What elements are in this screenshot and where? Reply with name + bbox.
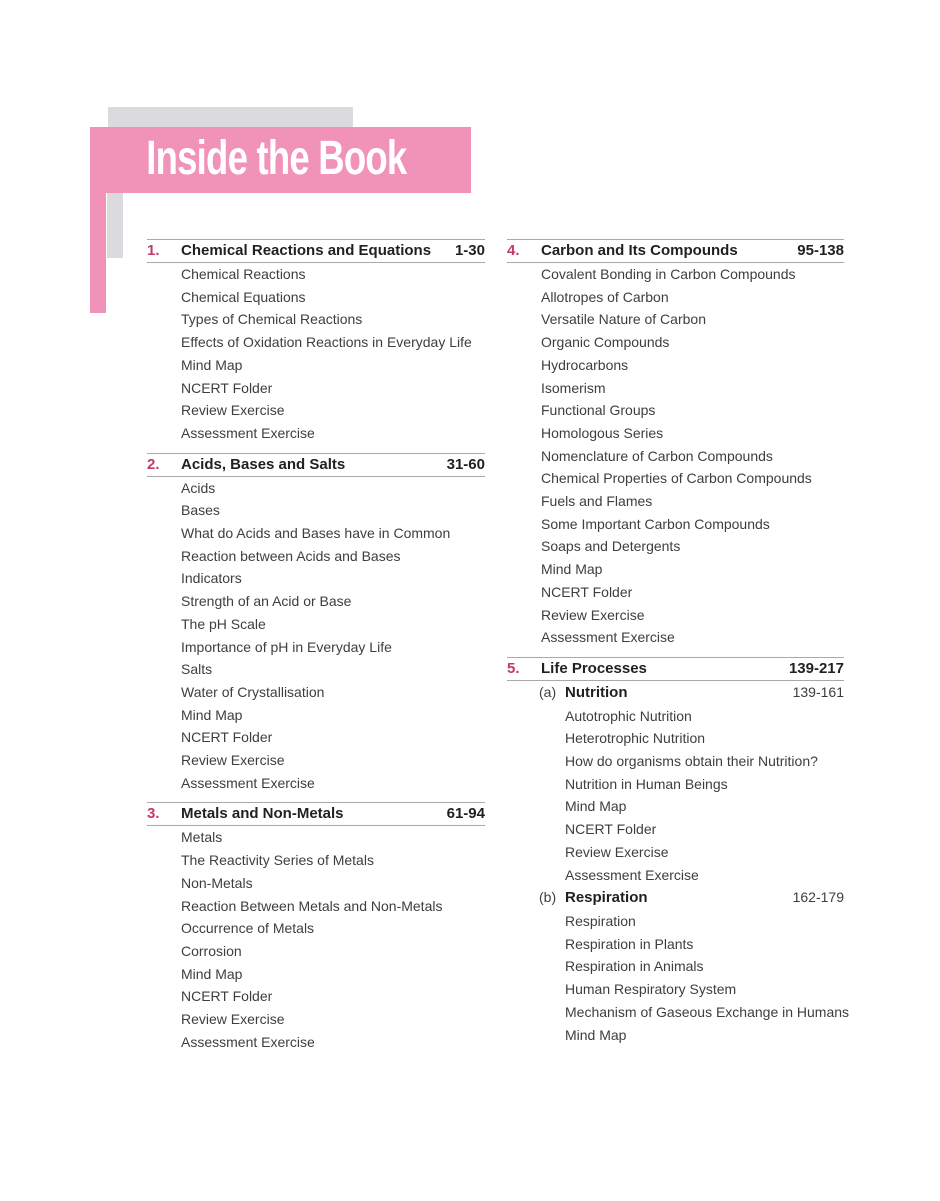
banner <box>90 127 471 193</box>
chapter-number: 3. <box>147 805 160 823</box>
toc-item: Review Exercise <box>565 843 669 860</box>
toc-item: Non-Metals <box>181 874 253 891</box>
toc-item: Review Exercise <box>181 1011 285 1028</box>
toc-item: Fuels and Flames <box>541 493 653 510</box>
chapter-number: 1. <box>147 242 160 259</box>
toc-item: Autotrophic Nutrition <box>565 707 692 724</box>
chapter-section-4 <box>507 239 844 649</box>
toc-item: Respiration in Plants <box>565 935 694 952</box>
chapter-pages: 1-30 <box>454 242 485 259</box>
chapter-pages: 31-60 <box>446 455 485 473</box>
chapter-section-3 <box>147 802 485 1053</box>
chapter-items <box>147 826 485 1053</box>
toc-item: Mind Map <box>181 965 243 982</box>
chapter-header <box>147 802 485 826</box>
chapter-section-2 <box>147 453 485 795</box>
subsection-items <box>507 705 844 887</box>
toc-item: Review Exercise <box>541 606 645 623</box>
subsection-label: (a) <box>539 683 557 700</box>
chapter-title: Acids, Bases and Salts <box>181 455 346 473</box>
toc-item: Organic Compounds <box>541 334 670 351</box>
toc-item: Effects of Oxidation Reactions in Everyday Life <box>181 334 472 351</box>
toc-item: Review Exercise <box>181 752 285 769</box>
toc-item: NCERT Folder <box>565 821 657 838</box>
toc-item: Assessment Exercise <box>181 774 315 791</box>
toc-item: Isomerism <box>541 379 606 396</box>
chapter-pages: 95-138 <box>797 242 844 259</box>
toc-item: Respiration <box>565 912 636 929</box>
toc-item: Assessment Exercise <box>565 866 699 883</box>
chapter-header <box>507 239 844 263</box>
toc-item: Nutrition in Human Beings <box>565 775 728 792</box>
banner-pink-strip <box>90 193 106 313</box>
toc-item: Chemical Reactions <box>181 266 306 282</box>
toc-item: Allotropes of Carbon <box>541 288 669 305</box>
toc-item: Assessment Exercise <box>181 424 315 441</box>
toc-item: Human Respiratory System <box>565 981 737 998</box>
toc-column-left <box>147 239 485 1062</box>
chapter-title: Metals and Non-Metals <box>181 805 344 823</box>
toc-item: NCERT Folder <box>181 729 273 746</box>
chapter-number: 5. <box>507 659 520 677</box>
toc-item: How do organisms obtain their Nutrition? <box>565 753 818 770</box>
toc-item: Water of Crystallisation <box>181 683 325 700</box>
toc-item: The pH Scale <box>181 615 266 632</box>
toc-item: Some Important Carbon Compounds <box>541 515 770 532</box>
page-title: Inside the Book <box>146 131 407 185</box>
toc-item: Mind Map <box>565 1026 627 1043</box>
toc-item: The Reactivity Series of Metals <box>181 852 374 869</box>
toc-item: Strength of an Acid or Base <box>181 593 352 610</box>
subsection-pages: 139-161 <box>792 683 844 700</box>
toc-item: Versatile Nature of Carbon <box>541 311 706 328</box>
toc-item: Acids <box>181 479 216 496</box>
chapter-items <box>507 263 844 649</box>
toc-item: Chemical Properties of Carbon Compounds <box>541 470 812 487</box>
chapter-header <box>147 239 485 263</box>
toc-item: Hydrocarbons <box>541 356 629 373</box>
toc-item: Respiration in Animals <box>565 958 704 975</box>
chapter-header <box>147 453 485 477</box>
toc-item: Occurrence of Metals <box>181 920 315 937</box>
toc-item: Reaction between Acids and Bases <box>181 547 401 564</box>
chapter-title: Chemical Reactions and Equations <box>181 242 432 259</box>
chapter-pages: 61-94 <box>446 805 485 823</box>
toc-item: Types of Chemical Reactions <box>181 311 363 328</box>
toc-item: What do Acids and Bases have in Common <box>181 525 451 542</box>
toc-item: Mind Map <box>181 356 243 373</box>
toc-item: Covalent Bonding in Carbon Compounds <box>541 266 796 282</box>
chapter-pages: 139-217 <box>788 659 844 677</box>
toc-item: Salts <box>181 661 213 678</box>
subsection-label: (b) <box>539 889 557 906</box>
toc-item: Functional Groups <box>541 402 656 419</box>
toc <box>147 239 850 1062</box>
toc-item: Metals <box>181 829 223 846</box>
toc-item: Indicators <box>181 570 242 587</box>
chapter-section-5 <box>507 657 850 1046</box>
toc-item: Chemical Equations <box>181 288 306 305</box>
chapter-header <box>507 657 844 681</box>
toc-item: Importance of pH in Everyday Life <box>181 638 392 655</box>
chapter-items <box>147 477 485 795</box>
toc-item: Mind Map <box>565 798 627 815</box>
subsection-pages: 162-179 <box>792 889 844 906</box>
toc-item: Bases <box>181 502 220 519</box>
toc-item: NCERT Folder <box>181 988 273 1005</box>
toc-item: NCERT Folder <box>541 583 633 600</box>
toc-item: Homologous Series <box>541 424 664 441</box>
chapter-items <box>147 263 485 445</box>
banner-gray-strip <box>107 193 123 258</box>
toc-item: Corrosion <box>181 942 242 959</box>
toc-item: Nomenclature of Carbon Compounds <box>541 447 773 464</box>
subsection-header <box>507 681 844 705</box>
toc-item: Review Exercise <box>181 402 285 419</box>
toc-item: Assessment Exercise <box>181 1033 315 1050</box>
toc-item: Assessment Exercise <box>541 629 675 646</box>
toc-item: Heterotrophic Nutrition <box>565 730 706 747</box>
chapter-number: 4. <box>507 242 520 259</box>
subsection-title: Respiration <box>565 889 648 907</box>
toc-item: NCERT Folder <box>181 379 273 396</box>
subsection-header <box>507 886 844 910</box>
toc-item: Soaps and Detergents <box>541 538 681 555</box>
subsection-title: Nutrition <box>565 683 628 701</box>
toc-item: Mind Map <box>541 561 603 578</box>
toc-item: Reaction Between Metals and Non-Metals <box>181 897 443 914</box>
chapter-title: Life Processes <box>541 659 647 677</box>
subsection-items <box>507 910 850 1046</box>
chapter-title: Carbon and Its Compounds <box>541 242 738 259</box>
chapter-section-1 <box>147 239 485 445</box>
toc-item: Mechanism of Gaseous Exchange in Humans <box>565 1003 850 1020</box>
toc-item: Mind Map <box>181 706 243 723</box>
chapter-number: 2. <box>147 455 160 473</box>
toc-column-right <box>507 239 850 1062</box>
